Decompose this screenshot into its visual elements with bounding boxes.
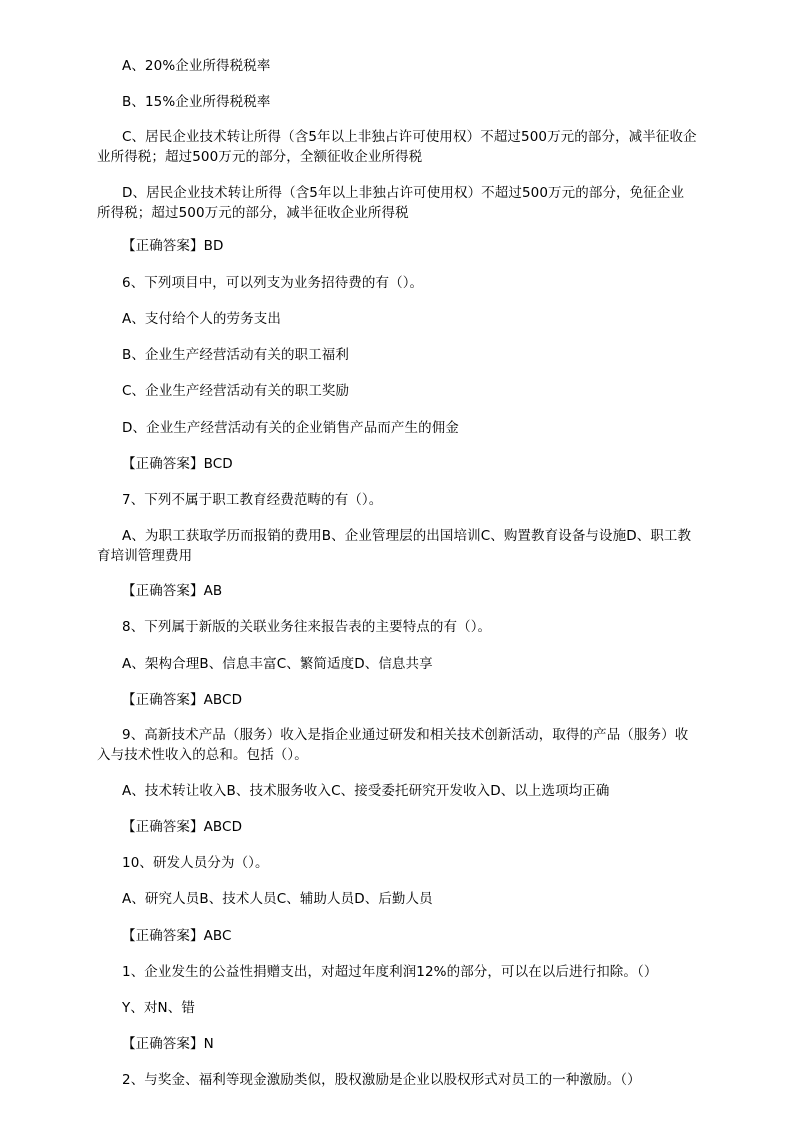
question-9: 9、高新技术产品（服务）收入是指企业通过研发和相关技术创新活动，取得的产品（服务）收入与技术性收入的总和。包括（）。 <box>97 727 689 763</box>
judgment-1-answer: 【正确答案】N <box>122 1036 214 1052</box>
question-8-options: A、架构合理B、信息丰富C、繁简适度D、信息共享 <box>122 656 433 672</box>
judgment-1-options: Y、对N、错 <box>122 1000 195 1016</box>
answer-10: 【正确答案】ABC <box>122 928 232 944</box>
answer-5: 【正确答案】BD <box>122 238 224 254</box>
question-6-option-c: C、企业生产经营活动有关的职工奖励 <box>122 383 350 399</box>
question-7: 7、下列不属于职工教育经费范畴的有（）。 <box>122 492 383 508</box>
option-d: D、居民企业技术转让所得（含5年以上非独占许可使用权）不超过500万元的部分，免征企业所得税；超过500万元的部分，减半征收企业所得税 <box>97 185 685 221</box>
answer-8: 【正确答案】ABCD <box>122 692 243 708</box>
judgment-2: 2、与奖金、福利等现金激励类似，股权激励是企业以股权形式对员工的一种激励。（） <box>122 1072 641 1088</box>
question-6-option-a: A、支付给个人的劳务支出 <box>122 311 281 327</box>
question-10-options: A、研究人员B、技术人员C、辅助人员D、后勤人员 <box>122 891 433 907</box>
judgment-1: 1、企业发生的公益性捐赠支出，对超过年度利润12%的部分，可以在以后进行扣除。（） <box>122 964 658 980</box>
question-7-options: A、为职工获取学历而报销的费用B、企业管理层的出国培训C、购置教育设备与设施D、职工教育培训管理费用 <box>97 528 692 564</box>
answer-9: 【正确答案】ABCD <box>122 819 243 835</box>
question-10: 10、研发人员分为（）。 <box>122 855 269 871</box>
option-c: C、居民企业技术转让所得（含5年以上非独占许可使用权）不超过500万元的部分，减半征收企业所得税；超过500万元的部分，全额征收企业所得税 <box>97 129 697 165</box>
question-6: 6、下列项目中，可以列支为业务招待费的有（）。 <box>122 275 424 291</box>
option-a: A、20%企业所得税税率 <box>122 58 271 74</box>
question-8: 8、下列属于新版的关联业务往来报告表的主要特点的有（）。 <box>122 619 492 635</box>
option-b: B、15%企业所得税税率 <box>122 94 271 110</box>
question-9-options: A、技术转让收入B、技术服务收入C、接受委托研究开发收入D、以上选项均正确 <box>122 783 610 799</box>
answer-6: 【正确答案】BCD <box>122 456 233 472</box>
question-6-option-d: D、企业生产经营活动有关的企业销售产品而产生的佣金 <box>122 420 459 436</box>
question-6-option-b: B、企业生产经营活动有关的职工福利 <box>122 347 349 363</box>
answer-7: 【正确答案】AB <box>122 583 223 599</box>
